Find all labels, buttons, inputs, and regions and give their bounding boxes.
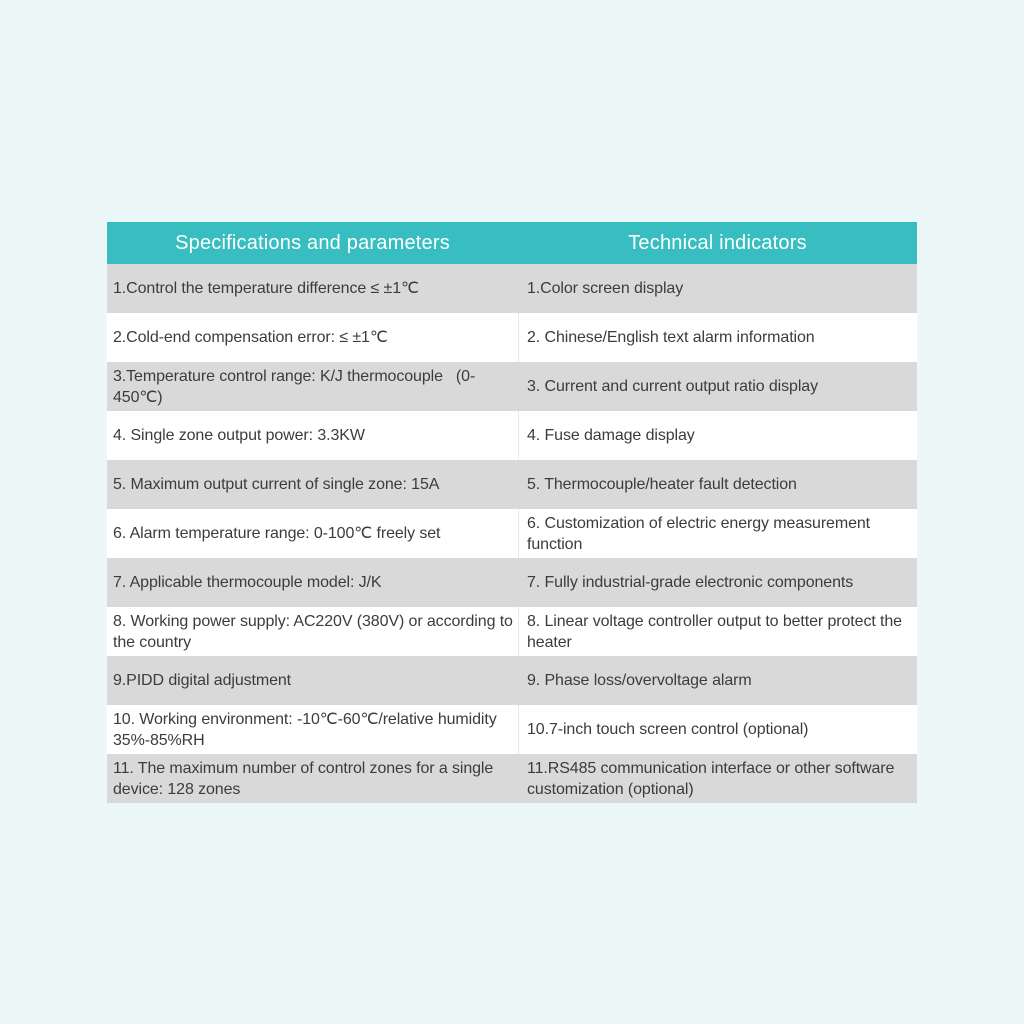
table-row	[107, 362, 917, 411]
indicator-cell: 8. Linear voltage controller output to better protect the heater	[518, 607, 917, 656]
spec-cell: 1.Control the temperature difference ≤ ±1℃	[113, 280, 419, 297]
table-header-row	[107, 222, 917, 264]
spec-cell: 2.Cold-end compensation error: ≤ ±1℃	[113, 329, 388, 346]
indicator-cell: 5. Thermocouple/heater fault detection	[527, 476, 797, 493]
column-header-technical-indicators: Technical indicators	[628, 231, 807, 254]
indicator-cell: 6. Customization of electric energy measurement function	[518, 509, 917, 558]
column-header-specifications: Specifications and parameters	[175, 231, 450, 254]
indicator-cell: 3. Current and current output ratio display	[527, 378, 818, 395]
table-row	[107, 607, 917, 656]
spec-cell: 3.Temperature control range: K/J thermocouple (0-450℃)	[113, 367, 476, 406]
table-row	[107, 264, 917, 313]
specifications-table	[107, 222, 917, 803]
table-row	[107, 656, 917, 705]
spec-cell: 9.PIDD digital adjustment	[113, 672, 292, 689]
table-row	[107, 558, 917, 607]
indicator-cell: 1.Color screen display	[527, 280, 684, 297]
spec-cell: 7. Applicable thermocouple model: J/K	[113, 574, 382, 591]
spec-cell: 8. Working power supply: AC220V (380V) or according to the country	[113, 612, 518, 651]
indicator-cell: 7. Fully industrial-grade electronic components	[527, 574, 854, 591]
indicator-cell: 2. Chinese/English text alarm information	[518, 313, 917, 362]
indicator-cell: 4. Fuse damage display	[518, 411, 917, 460]
spec-cell: 5. Maximum output current of single zone: 15A	[113, 476, 440, 493]
table-row	[107, 509, 917, 558]
table-row	[107, 754, 917, 803]
spec-cell: 4. Single zone output power: 3.3KW	[113, 427, 365, 444]
indicator-cell: 10.7-inch touch screen control (optional)	[518, 705, 917, 754]
spec-cell: 10. Working environment: -10℃-60℃/relative humidity 35%-85%RH	[113, 710, 501, 749]
table-row	[107, 705, 917, 754]
table-row	[107, 460, 917, 509]
table-row	[107, 313, 917, 362]
table-body	[107, 264, 917, 803]
spec-cell: 11. The maximum number of control zones for a single device: 128 zones	[113, 759, 498, 798]
indicator-cell: 11.RS485 communication interface or other software customization (optional)	[527, 759, 899, 798]
indicator-cell: 9. Phase loss/overvoltage alarm	[527, 672, 752, 689]
table-row	[107, 411, 917, 460]
spec-cell: 6. Alarm temperature range: 0-100℃ freely set	[113, 525, 441, 542]
